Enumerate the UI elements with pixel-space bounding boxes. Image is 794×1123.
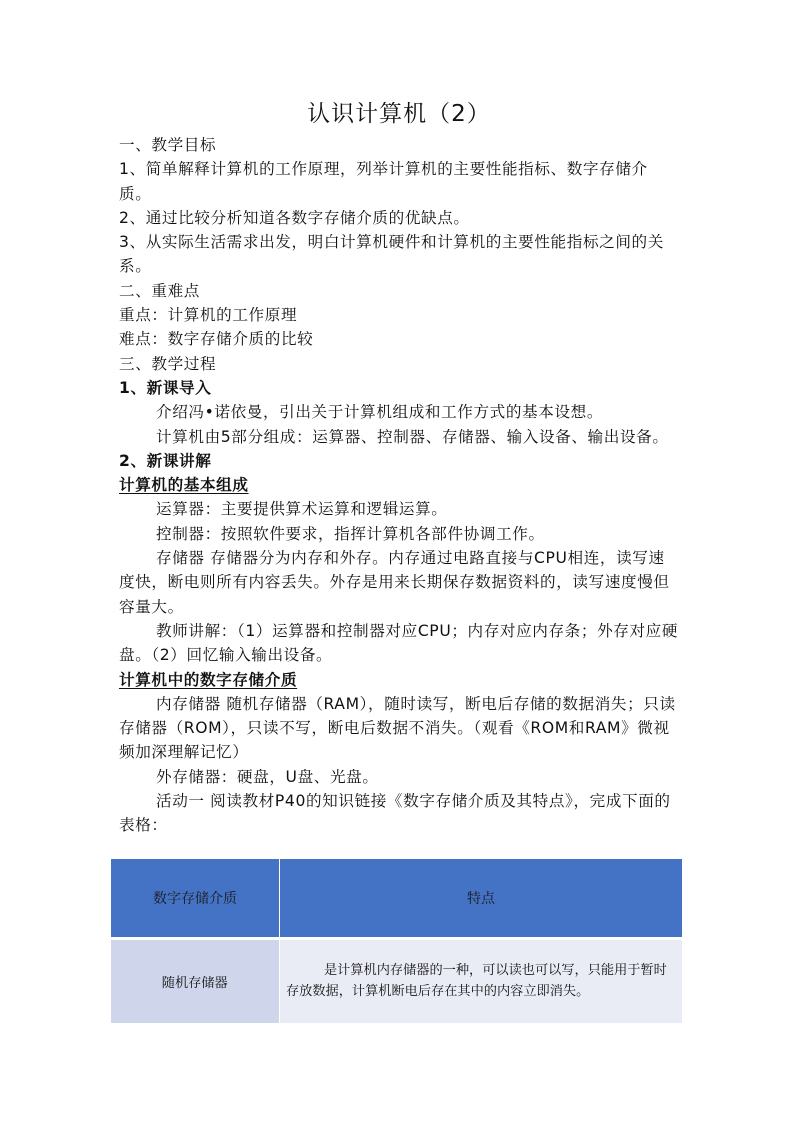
table-header-row xyxy=(111,859,683,939)
internal-storage-description: 内存储器 随机存储器（RAM），随时读写，断电后存储的数据消失；只读存储器（ROM），只读不写，断电后数据不消失。（观看《ROM和RAM》微视频加深理解记忆） xyxy=(119,694,676,762)
hard-point: 难点：数字存储介质的比较 xyxy=(119,330,314,349)
key-point: 重点：计算机的工作原理 xyxy=(119,306,298,325)
difficulty-heading: 二、重难点 xyxy=(119,281,200,300)
goals-heading: 一、教学目标 xyxy=(119,136,217,154)
intro-heading: 1、新课导入 xyxy=(119,378,212,397)
goal-1: 1、简单解释计算机的工作原理，列举计算机的主要性能指标、数字存储介质。 xyxy=(119,160,648,203)
document-title: 认识计算机（2） xyxy=(307,101,491,127)
cell-medium: 随机存储器 xyxy=(111,939,280,1024)
composition-heading: 计算机的基本组成 xyxy=(119,476,249,495)
storage-media-table xyxy=(110,858,683,1023)
intro-paragraph-1: 介绍冯•诺依曼，引出关于计算机组成和工作方式的基本设想。 xyxy=(156,403,604,422)
document-body xyxy=(119,98,679,838)
goal-2: 2、通过比较分析知道各数字存储介质的优缺点。 xyxy=(119,208,470,227)
lecture-heading: 2、新课讲解 xyxy=(119,451,212,470)
header-medium: 数字存储介质 xyxy=(111,859,280,939)
activity-instruction: 活动一 阅读教材P40的知识链接《数字存储介质及其特点》，完成下面的表格： xyxy=(119,792,671,835)
external-storage-description: 外存储器：硬盘，U盘、光盘。 xyxy=(156,767,379,786)
intro-paragraph-2: 计算机由5部分组成：运算器、控制器、存储器、输入设备、输出设备。 xyxy=(156,427,669,446)
alu-description: 运算器：主要提供算术运算和逻辑运算。 xyxy=(156,500,448,519)
header-feature: 特点 xyxy=(280,859,683,939)
process-heading: 三、教学过程 xyxy=(119,354,217,373)
controller-description: 控制器：按照软件要求，指挥计算机各部件协调工作。 xyxy=(156,524,545,543)
cell-feature: 是计算机内存储器的一种，可以读也可以写，只能用于暂时存放数据，计算机断电后存在其中的内容立即消失。 xyxy=(280,939,683,1024)
memory-description: 存储器 存储器分为内存和外存。内存通过电路直接与CPU相连，读写速度快，断电则所有内容丢失。外存是用来长期保存数据资料的，读写速度慢但容量大。 xyxy=(119,549,670,616)
teacher-note: 教师讲解：（1）运算器和控制器对应CPU；内存对应内存条；外存对应硬盘。（2）回忆输入输出设备。 xyxy=(119,621,679,665)
goal-3: 3、从实际生活需求出发，明白计算机硬件和计算机的主要性能指标之间的关系。 xyxy=(119,233,664,276)
storage-heading: 计算机中的数字存储介质 xyxy=(119,670,298,689)
table-row xyxy=(111,939,683,1024)
